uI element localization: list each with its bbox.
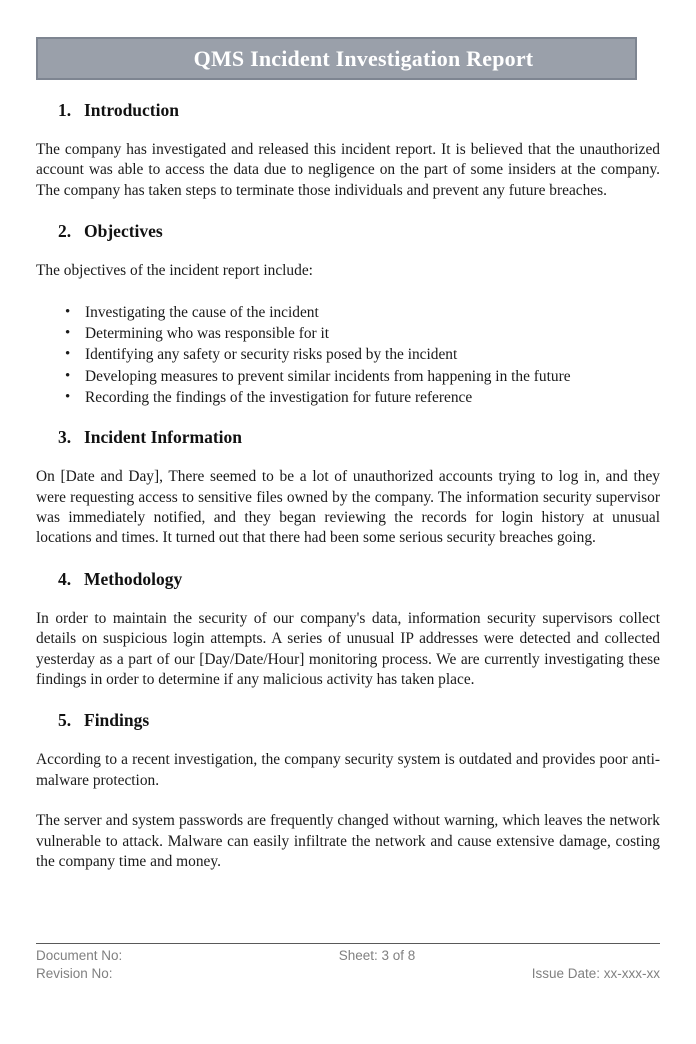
- section-methodology: [36, 569, 660, 691]
- section-incident-information: [36, 427, 660, 549]
- footer-row-1: [36, 947, 660, 965]
- document-no-label: Document No:: [36, 948, 123, 963]
- page-title: QMS Incident Investigation Report: [193, 45, 534, 71]
- section-heading-text: Methodology: [84, 568, 183, 589]
- section-findings: [36, 710, 660, 872]
- section-heading-text: Introduction: [84, 100, 179, 120]
- footer-row-2: [36, 965, 660, 983]
- paragraph: In order to maintain the security of our company's data, information security supervisors collect details on suspicious login attempts. A series of unusual IP addresses were detected and collected yesterday as a part of our [Day/Date/Hour] monitoring process. We are currently investigating these findings in order to determine if any malicious activity has taken place.: [36, 609, 660, 688]
- section-heading-introduction: [58, 100, 660, 120]
- section-heading-text: Incident Information: [84, 427, 242, 448]
- paragraph: The objectives of the incident report include:: [36, 262, 313, 280]
- footer-spacer: [273, 965, 481, 983]
- paragraph: According to a recent investigation, the company security system is outdated and provides poor anti-malware protection.: [36, 751, 660, 789]
- section-number: 2.: [58, 221, 72, 242]
- sheet-label: Sheet: 3 of 8: [338, 948, 416, 963]
- section-number: 1.: [58, 100, 72, 120]
- page-footer: [36, 943, 660, 983]
- report-title-bar: [36, 37, 637, 80]
- section-heading-findings: [58, 710, 660, 730]
- section-objectives: [36, 221, 660, 408]
- issue-date-label: Issue Date: xx-xxx-xx: [531, 966, 660, 981]
- objectives-list: [36, 302, 660, 408]
- paragraph: The server and system passwords are frequently changed without warning, which leaves the network vulnerable to attack. Malware can easily infiltrate the network and cause extensive damage, costing the company time and money.: [36, 812, 660, 870]
- list-item: • Identifying any safety or security risks posed by the incident: [36, 344, 660, 365]
- paragraph: The company has investigated and released this incident report. It is believed that the unauthorized account was able to access the data due to negligence on the part of some insiders at the company. The company has taken steps to terminate those individuals and prevent any future breaches.: [36, 141, 660, 199]
- list-item: • Determining who was responsible for it: [36, 323, 660, 344]
- section-heading-objectives: [58, 221, 660, 241]
- section-heading-incident-information: [58, 427, 660, 447]
- paragraph: On [Date and Day], There seemed to be a lot of unauthorized accounts trying to log in, and they were requesting access to sensitive files owned by the company. The information security supervisor was immediately notified, and they began reviewing the records for login history at unusual locations and times. It turned out that there had been some serious security breaches going.: [36, 468, 660, 547]
- footer-spacer: [452, 947, 660, 965]
- section-heading-text: Objectives: [84, 221, 163, 242]
- section-heading-text: Findings: [84, 710, 150, 731]
- list-item: • Investigating the cause of the incident: [36, 302, 660, 323]
- revision-no-label: Revision No:: [36, 966, 113, 981]
- list-item: • Developing measures to prevent similar incidents from happening in the future: [36, 366, 660, 387]
- list-item: • Recording the findings of the investigation for future reference: [36, 387, 660, 408]
- section-heading-methodology: [58, 569, 660, 589]
- section-introduction: [36, 100, 660, 201]
- section-number: 4.: [58, 568, 72, 589]
- section-number: 5.: [58, 710, 72, 731]
- section-number: 3.: [58, 427, 72, 448]
